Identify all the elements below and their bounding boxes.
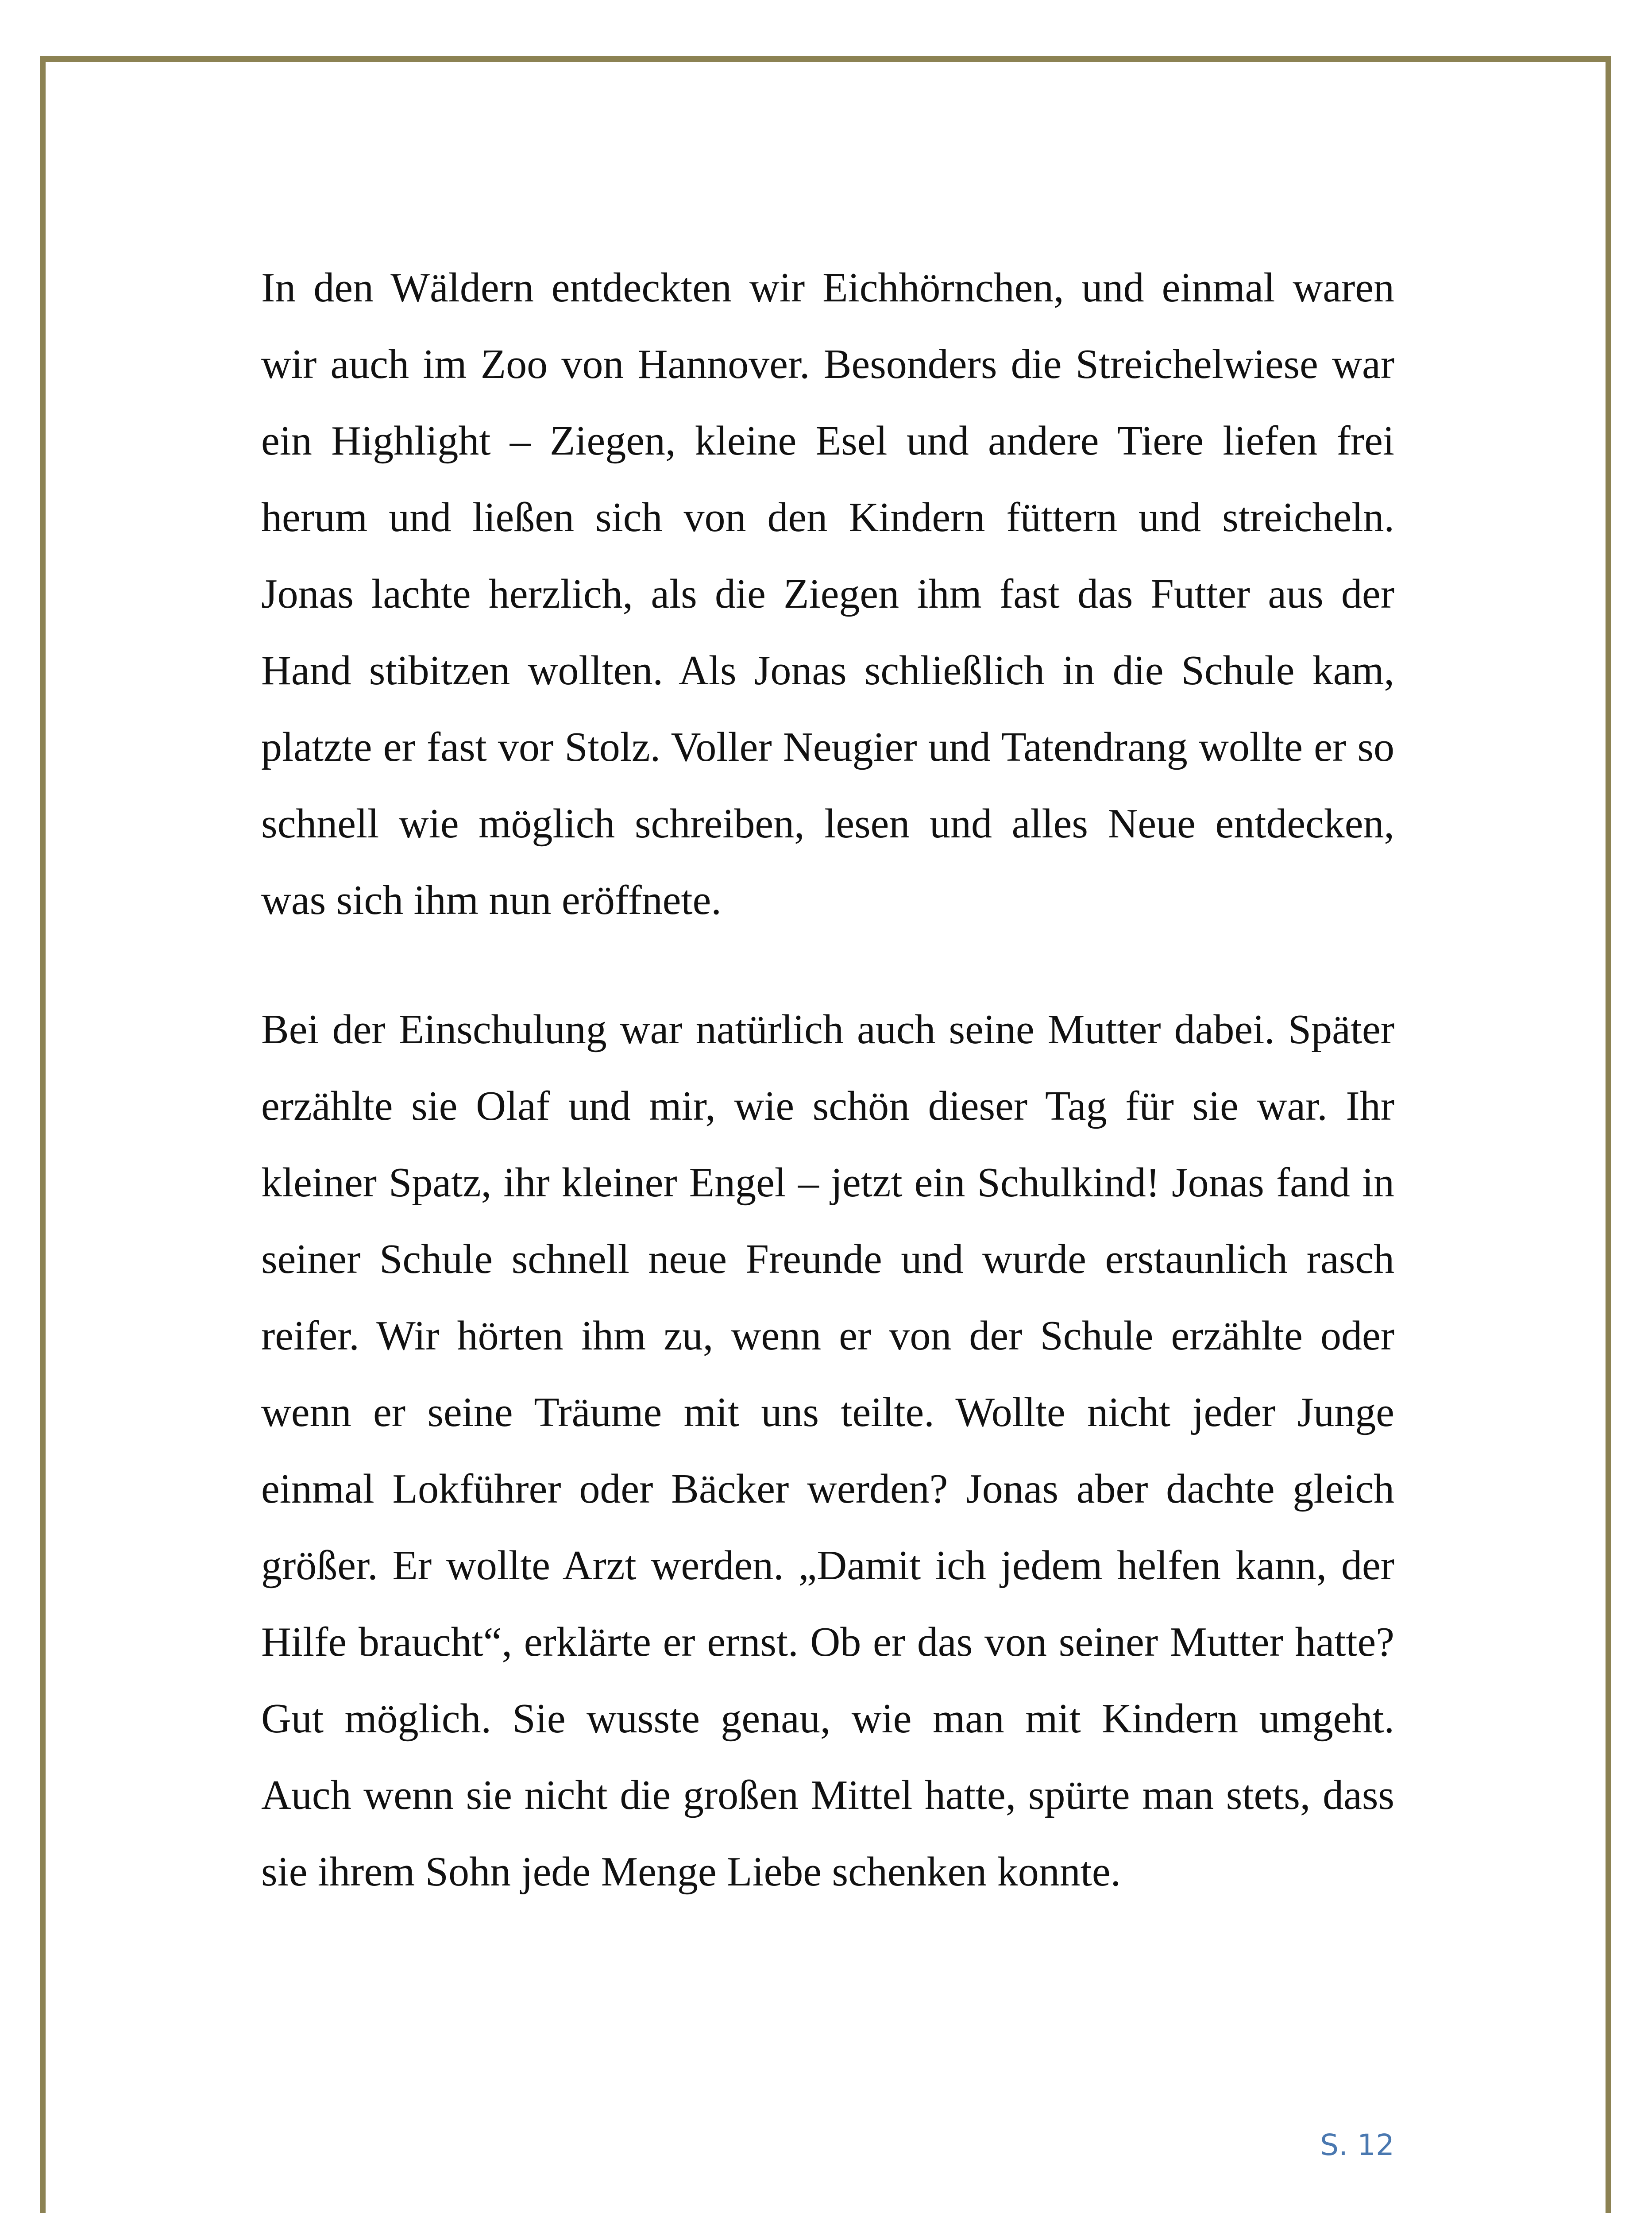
body-text-block-2 [261, 991, 1394, 1910]
paragraph: Bei der Einschulung war natürlich auch seine Mutter dabei. Später erzählte sie Olaf und mir, wie schön dieser Tag für sie war. Ihr kleiner Spatz, ihr kleiner Engel – jetzt ein Schulkind! Jonas fand in seiner Schule schnell neue Freunde und wurde erstaunlich rasch reifer. Wir hörten ihm zu, wenn er von der Schule erzählte oder wenn er seine Träume mit uns teilte. Wollte nicht jeder Junge einmal Lokführer oder Bäcker werden? Jonas aber dachte gleich größer. Er wollte Arzt werden. „Damit ich jedem helfen kann, der Hilfe braucht“, erklärte er ernst. Ob er das von seiner Mutter hatte? Gut möglich. Sie wusste genau, wie man mit Kindern umgeht. Auch wenn sie nicht die großen Mittel hatte, spürte man stets, dass sie ihrem Sohn jede Menge Liebe schenken konnte. [261, 1006, 1394, 1895]
page-number: S. 12 [1320, 2128, 1394, 2162]
body-text-block-1 [261, 250, 1394, 939]
paragraph: In den Wäldern entdeckten wir Eichhörnchen, und einmal waren wir auch im Zoo von Hannover. Besonders die Streichelwiese war ein Highlight – Ziegen, kleine Esel und andere Tiere liefen frei herum und ließen sich von den Kindern füttern und streicheln. Jonas lachte herzlich, als die Ziegen ihm fast das Futter aus der Hand stibitzen wollten. Als Jonas schließlich in die Schule kam, platzte er fast vor Stolz. Voller Neugier und Tatendrang wollte er so schnell wie möglich schreiben, lesen und alles Neue entdecken, was sich ihm nun eröffnete. [261, 265, 1394, 923]
